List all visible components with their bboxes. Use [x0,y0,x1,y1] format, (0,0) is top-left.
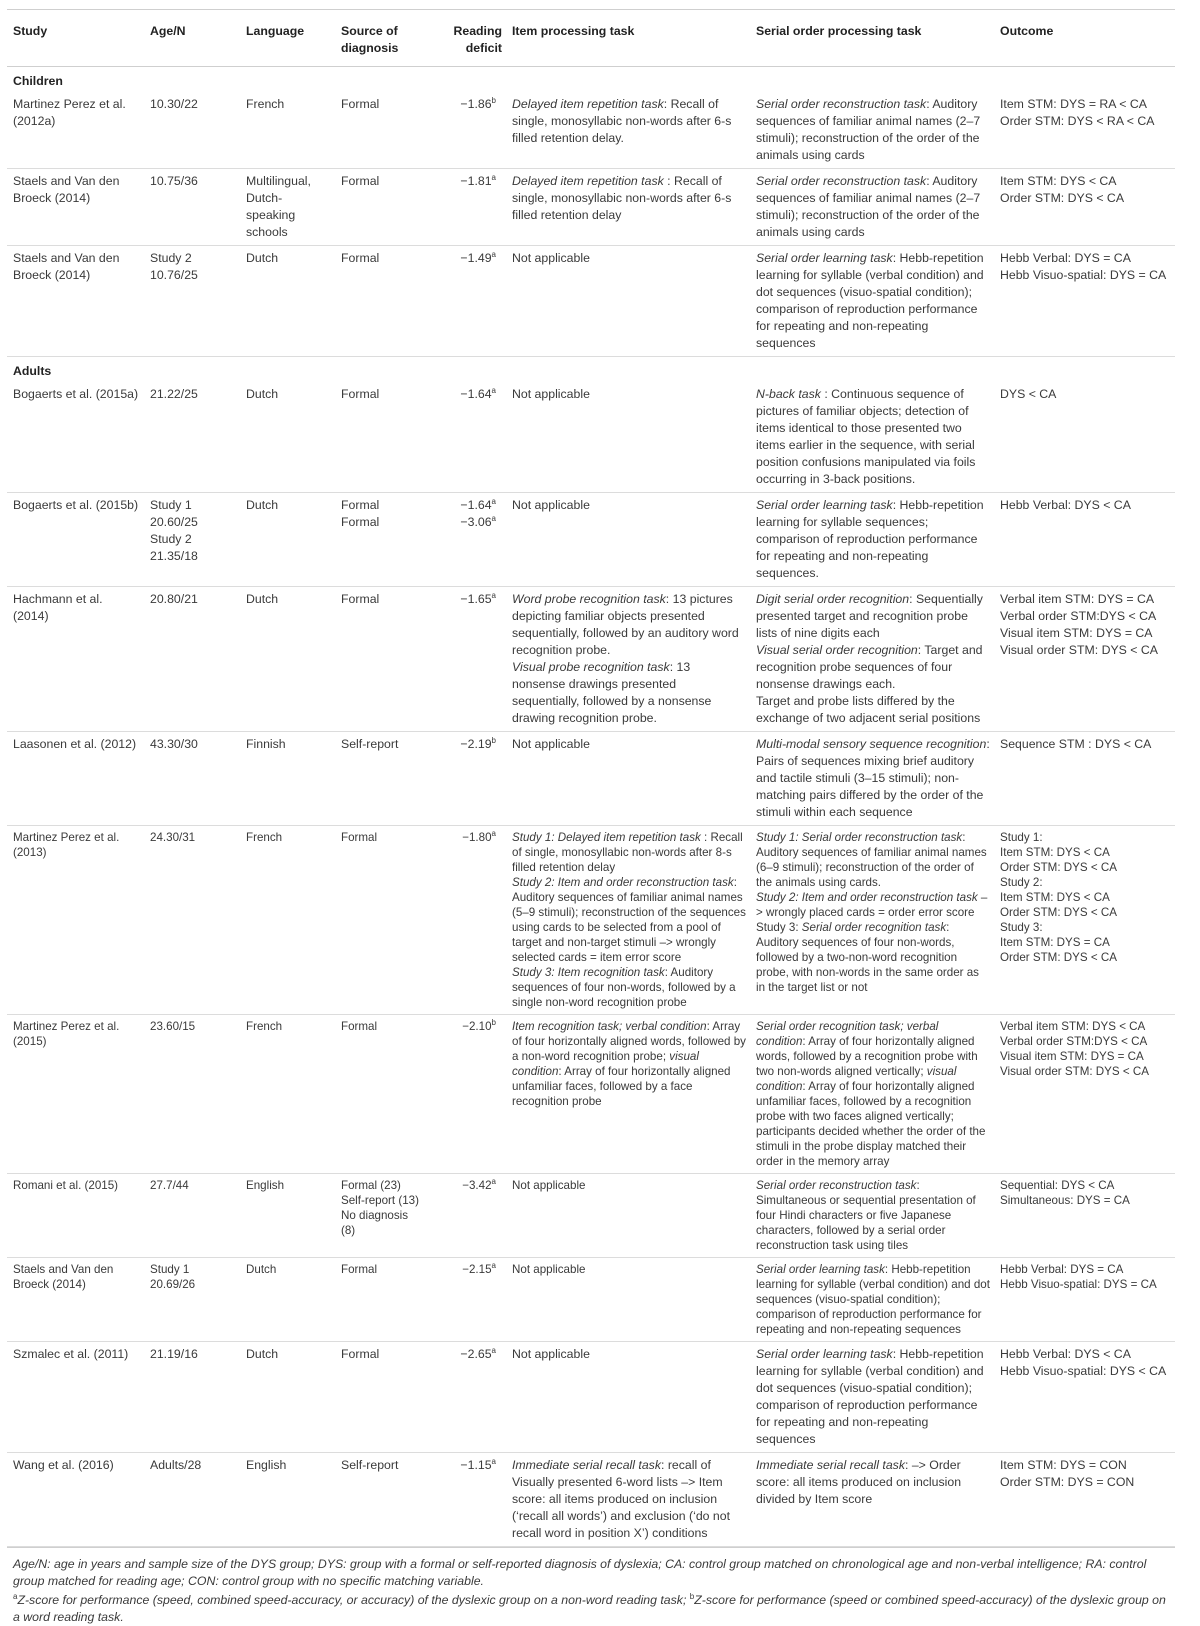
age-cell: 43.30/30 [144,732,240,826]
deficit-value: −2.15 [462,1263,492,1276]
footnote-abbreviations: Age/N: age in years and sample size of the DYS group; DYS: group with a formal or self-reported diagnosis of dyslexia; CA: control group matched on chronological age and non-verbal intelligence; RA: control group matched for reading age; CON: control group with no specific matching variable. [13,1557,1147,1588]
serial-task-text: : Hebb-repetition learning for syllable (verbal condition) and dot sequences (visuo-spatial condition); comparison of reproduction performance for repeating and non-repeating sequences [756,1347,984,1446]
header-age: Age/N [144,10,240,67]
deficit-footnote-mark: a [491,1261,496,1271]
deficit-value: −1.80 [462,831,492,844]
deficit-cell [423,493,506,587]
language-cell: English [240,1174,335,1258]
language-cell: French [240,826,335,1015]
table-row [7,826,1175,1015]
table-row [7,1453,1175,1547]
serial-task-text: : Array of four horizontally aligned words, followed by a recognition probe with two non-words aligned vertically; [756,1035,978,1078]
table-row [7,169,1175,246]
serial-task-cell [750,1453,994,1547]
source-cell: Formal (23) Self-report (13) No diagnosis (8) [335,1174,423,1258]
footnote-b-text: Z-score for performance (speed or combined speed-accuracy) of the dyslexic group on a word reading task. [13,1593,1166,1624]
outcome-cell: Hebb Verbal: DYS < CA [994,493,1175,587]
deficit-value: −1.81 [460,174,492,188]
table-row [7,1258,1175,1342]
source-cell: Self-report [335,732,423,826]
source-cell: Formal [335,1258,423,1342]
outcome-cell: Verbal item STM: DYS = CA Verbal order STM:DYS < CA Visual item STM: DYS = CA Visual order STM: DYS < CA [994,587,1175,732]
language-cell: Dutch [240,382,335,493]
item-task-title-2: Study 2: Item and order reconstruction task [512,876,734,889]
serial-task-cell [750,1258,994,1342]
language-cell: Dutch [240,1258,335,1342]
item-task-title: Item recognition task; verbal condition [512,1020,707,1033]
item-task-text: Not applicable [512,1347,590,1361]
item-task-cell [506,587,750,732]
serial-task-title: Digit serial order recognition [756,592,910,606]
source-cell: Formal [335,92,423,169]
serial-task-text-2: –> wrongly placed cards = order error score [756,891,988,919]
study-cell: Martinez Perez et al. (2015) [7,1015,144,1174]
deficit-value: −2.65 [460,1347,492,1361]
outcome-cell: Item STM: DYS = RA < CA Order STM: DYS < RA < CA [994,92,1175,169]
age-cell: 10.30/22 [144,92,240,169]
source-cell: Formal [335,246,423,357]
serial-task-cell [750,493,994,587]
footnote-zscores [13,1592,1171,1626]
outcome-cell: Study 1: Item STM: DYS < CA Order STM: DYS < CA Study 2: Item STM: DYS < CA Order STM: DYS < CA Study 3: Item STM: DYS = CA Order STM: DYS < CA [994,826,1175,1015]
age-cell: 21.22/25 [144,382,240,493]
age-cell: 10.75/36 [144,169,240,246]
item-task-text: Not applicable [512,1179,586,1192]
age-cell: 21.19/16 [144,1342,240,1453]
study-cell: Laasonen et al. (2012) [7,732,144,826]
deficit-cell [423,1015,506,1174]
table-page [7,0,1193,1626]
deficit-value: −1.86 [460,97,492,111]
deficit-value: −1.65 [460,592,492,606]
study-cell: Staels and Van den Broeck (2014) [7,1258,144,1342]
age-cell: 20.80/21 [144,587,240,732]
item-task-text: : Array of four horizontally aligned words, followed by a non-word recognition probe; [512,1020,746,1063]
deficit-footnote-mark: b [491,1018,496,1028]
serial-task-text-2: : Array of four horizontally aligned unfamiliar faces, followed by a recognition probe with two faces aligned vertically; participants decided whether the order of the stimuli in the probe display matched their order in the memory array [756,1080,986,1168]
outcome-cell: Hebb Verbal: DYS = CA Hebb Visuo-spatial: DYS = CA [994,246,1175,357]
outcome-cell: Sequential: DYS < CA Simultaneous: DYS = CA [994,1174,1175,1258]
serial-task-text: : –> Order score: all items produced on inclusion divided by Item score [756,1458,962,1506]
serial-task-cell [750,587,994,732]
study-cell: Romani et al. (2015) [7,1174,144,1258]
deficit-cell [423,587,506,732]
item-task-text-2: : Array of four horizontally aligned unfamiliar faces, followed by a face recognition probe [512,1065,731,1108]
item-task-text: : 13 pictures depicting familiar objects presented sequentially, followed by an auditory word recognition probe. [512,592,739,657]
item-task-cell [506,1342,750,1453]
serial-task-title: Immediate serial recall task [756,1458,905,1472]
table-row [7,587,1175,732]
footnote-mark-b: b [689,1591,695,1601]
item-task-title-3: Study 3: Item recognition task [512,966,665,979]
study-cell: Martinez Perez et al. (2013) [7,826,144,1015]
serial-task-title: Serial order learning task [756,1347,893,1361]
table-row [7,1015,1175,1174]
serial-task-title-2: Study 2: Item and order reconstruction task [756,891,978,904]
serial-task-text: : Hebb-repetition learning for syllable (verbal condition) and dot sequences (visuo-spatial condition); comparison of reproduction performance for repeating and non-repeating sequences [756,251,984,350]
deficit-footnote-mark: a [491,1345,496,1355]
deficit-cell [423,1174,506,1258]
age-cell: Adults/28 [144,1453,240,1547]
header-deficit: Reading deficit [423,10,506,67]
item-task-cell [506,732,750,826]
header-row [7,10,1175,67]
serial-task-cell [750,169,994,246]
study-cell: Staels and Van den Broeck (2014) [7,169,144,246]
deficit-footnote-mark: a [491,1456,496,1466]
item-task-text-2: : 13 nonsense drawings presented sequentially, followed by a nonsense drawing recognition probe. [512,660,712,725]
item-task-title-2: visual condition [512,1050,699,1078]
deficit-value-2: −3.06 [460,515,492,529]
deficit-cell [423,732,506,826]
deficit-footnote-mark: a [491,1177,496,1187]
study-cell: Staels and Van den Broeck (2014) [7,246,144,357]
source-cell: Formal [335,1342,423,1453]
deficit-footnote-mark: a [491,496,496,506]
study-cell: Martinez Perez et al. (2012a) [7,92,144,169]
serial-task-text-3: : Auditory sequences of four non-words, followed by a two-non-word recognition probe, with non-words in the same order as in the target list or not [756,921,979,994]
deficit-cell [423,169,506,246]
table-row [7,1342,1175,1453]
deficit-cell [423,1453,506,1547]
serial-task-text: : Simultaneous or sequential presentation of four Hindi characters or five Japanese characters, followed by a serial order reconstruction task using tiles [756,1179,976,1252]
deficit-value: −1.15 [460,1458,492,1472]
item-task-cell [506,1015,750,1174]
source-cell: Formal [335,587,423,732]
age-cell: 24.30/31 [144,826,240,1015]
outcome-cell: DYS < CA [994,382,1175,493]
deficit-footnote-mark: b [491,95,496,105]
age-cell: Study 1 20.60/25 Study 2 21.35/18 [144,493,240,587]
study-cell: Wang et al. (2016) [7,1453,144,1547]
language-cell: Finnish [240,732,335,826]
serial-task-text: : Pairs of sequences mixing brief auditory and tactile stimuli (3–15 stimuli); non-matching pairs differed by the order of the stimuli within each sequence [756,737,990,819]
age-cell: 27.7/44 [144,1174,240,1258]
deficit-cell [423,1342,506,1453]
language-cell: Dutch [240,246,335,357]
item-task-text: Not applicable [512,498,590,512]
section-label: Adults [13,364,52,378]
age-cell: Study 1 20.69/26 [144,1258,240,1342]
outcome-cell: Item STM: DYS < CA Order STM: DYS < CA [994,169,1175,246]
deficit-cell [423,246,506,357]
section-label: Children [13,74,63,88]
deficit-cell [423,826,506,1015]
serial-task-cell [750,382,994,493]
serial-task-title: Serial order learning task [756,498,893,512]
outcome-cell: Item STM: DYS = CON Order STM: DYS = CON [994,1453,1175,1547]
section-row-adults [7,357,1175,383]
item-task-title: Word probe recognition task [512,592,666,606]
serial-task-text-2: : Target and recognition probe sequences of four nonsense drawings each. Target and probe lists differed by the exchange of two adjacent serial positions [756,643,983,725]
header-study: Study [7,10,144,67]
deficit-value: −2.10 [462,1020,492,1033]
table-row [7,92,1175,169]
age-cell: Study 2 10.76/25 [144,246,240,357]
item-task-text-3: : Auditory sequences of four non-words, followed by a single non-word recognition probe [512,966,736,1009]
source-cell: Formal [335,382,423,493]
serial-task-title-3: Serial order recognition task [801,921,947,934]
source-cell: Formal Formal [335,493,423,587]
deficit-cell [423,92,506,169]
serial-task-title: Serial order recognition task; verbal condition [756,1020,939,1048]
header-outcome: Outcome [994,10,1175,67]
table-row [7,1174,1175,1258]
serial-task-cell [750,732,994,826]
serial-task-title: Multi-modal sensory sequence recognition [756,737,987,751]
item-task-title: Study 1: Delayed item repetition task [512,831,701,844]
deficit-cell [423,1258,506,1342]
header-item-task: Item processing task [506,10,750,67]
item-task-text: : recall of Visually presented 6-word lists –> Item score: all items produced on inclusion (‘recall all words’) and exclusion (‘do not recall word in position X’) conditions [512,1458,731,1540]
deficit-footnote-mark: b [491,735,496,745]
item-task-cell [506,169,750,246]
serial-task-title-2: Visual serial order recognition [756,643,918,657]
footnote-a-text: Z-score for performance (speed, combined speed-accuracy, or accuracy) of the dyslexic group on a non-word reading task; [17,1593,690,1607]
deficit-cell [423,382,506,493]
deficit-value: −3.42 [462,1179,492,1192]
serial-task-text: : Hebb-repetition learning for syllable (verbal condition) and dot sequences (visuo-spatial condition); comparison of reproduction performance for repeating and non-repeating sequences [756,1263,990,1336]
item-task-cell [506,246,750,357]
item-task-title: Immediate serial recall task [512,1458,661,1472]
deficit-value: −2.19 [460,737,492,751]
outcome-cell: Hebb Verbal: DYS < CA Hebb Visuo-spatial: DYS < CA [994,1342,1175,1453]
table-row [7,493,1175,587]
serial-task-title: Serial order reconstruction task [756,97,927,111]
deficit-footnote-mark: a [491,590,496,600]
item-task-cell [506,382,750,493]
serial-task-cell [750,1015,994,1174]
header-serial-task: Serial order processing task [750,10,994,67]
table-row [7,246,1175,357]
language-cell: Multilingual, Dutch-speaking schools [240,169,335,246]
serial-task-cell [750,1174,994,1258]
language-cell: Dutch [240,587,335,732]
serial-task-title: N-back task [756,387,821,401]
deficit-footnote-mark: a [491,249,496,259]
deficit-footnote-mark: a [491,513,496,523]
item-task-cell [506,493,750,587]
serial-task-text: : Auditory sequences of familiar animal names (2–7 stimuli); reconstruction of the order of the animals using cards [756,174,981,239]
language-cell: Dutch [240,1342,335,1453]
serial-task-cell [750,1342,994,1453]
serial-task-title: Serial order reconstruction task [756,174,927,188]
deficit-value: −1.49 [460,251,492,265]
serial-task-cell [750,826,994,1015]
table-row [7,732,1175,826]
serial-task-title-2: visual condition [756,1065,957,1093]
study-cell: Bogaerts et al. (2015a) [7,382,144,493]
serial-task-title: Study 1: Serial order reconstruction task [756,831,963,844]
outcome-cell: Hebb Verbal: DYS = CA Hebb Visuo-spatial: DYS = CA [994,1258,1175,1342]
serial-task-cell [750,246,994,357]
section-row-children [7,67,1175,93]
serial-task-text: : Hebb-repetition learning for syllable sequences; comparison of reproduction performance for repeating and non-repeating sequences. [756,498,984,580]
study-cell: Szmalec et al. (2011) [7,1342,144,1453]
item-task-cell [506,1453,750,1547]
item-task-cell [506,1174,750,1258]
serial-task-title: Serial order learning task [756,1263,885,1276]
item-task-text: : Recall of single, monosyllabic non-words after 6-s filled retention delay [512,174,732,222]
studies-table [7,9,1175,1547]
serial-task-title: Serial order reconstruction task [756,1179,917,1192]
item-task-cell [506,92,750,169]
deficit-value: −1.64 [460,387,492,401]
item-task-text: Not applicable [512,1263,586,1276]
deficit-value: −1.64 [460,498,492,512]
serial-task-text: : Sequentially presented target and recognition probe lists of nine digits each [756,592,983,640]
language-cell: English [240,1453,335,1547]
item-task-title-2: Visual probe recognition task [512,660,670,674]
item-task-text: : Recall of single, monosyllabic non-words after 6-s filled retention delay. [512,97,732,145]
table-row [7,382,1175,493]
language-cell: French [240,92,335,169]
table-footnotes [7,1547,1175,1626]
language-cell: French [240,1015,335,1174]
source-cell: Formal [335,1015,423,1174]
language-cell: Dutch [240,493,335,587]
footnote-mark-a: a [13,1591,18,1601]
source-cell: Self-report [335,1453,423,1547]
item-task-cell [506,1258,750,1342]
serial-task-title: Serial order learning task [756,251,893,265]
item-task-text-2: : Auditory sequences of familiar animal names (5–9 stimuli); reconstruction of the sequences using cards to be selected from a pool of target and non-target stimuli –> wrongly selected cards = item error score [512,876,746,964]
serial-task-text: : Continuous sequence of pictures of familiar objects; detection of items identical to those presented two items earlier in the sequence, with serial position confusions manipulated via foils occurring in 3-back positions. [756,387,976,486]
item-task-cell [506,826,750,1015]
source-cell: Formal [335,169,423,246]
deficit-footnote-mark: a [491,385,496,395]
outcome-cell: Sequence STM : DYS < CA [994,732,1175,826]
item-task-text: Not applicable [512,737,590,751]
header-source: Source of diagnosis [335,10,423,67]
item-task-text: Not applicable [512,387,590,401]
item-task-text: Not applicable [512,251,590,265]
item-task-text: : Recall of single, monosyllabic non-words after 8-s filled retention delay [512,831,743,874]
serial-task-text: : Auditory sequences of familiar animal names (6–9 stimuli); reconstruction of the order of the animals using cards. [756,831,987,889]
deficit-footnote-mark: a [491,829,496,839]
deficit-footnote-mark: a [491,172,496,182]
header-language: Language [240,10,335,67]
serial-task-cell [750,92,994,169]
study-cell: Hachmann et al. (2014) [7,587,144,732]
serial-task-text: : Auditory sequences of familiar animal names (2–7 stimuli); reconstruction of the order of the animals using cards [756,97,981,162]
serial-task-prefix-3: Study 3: [756,921,802,934]
outcome-cell: Verbal item STM: DYS < CA Verbal order STM:DYS < CA Visual item STM: DYS = CA Visual order STM: DYS < CA [994,1015,1175,1174]
source-cell: Formal [335,826,423,1015]
item-task-title: Delayed item repetition task [512,97,664,111]
study-cell: Bogaerts et al. (2015b) [7,493,144,587]
age-cell: 23.60/15 [144,1015,240,1174]
item-task-title: Delayed item repetition task [512,174,664,188]
